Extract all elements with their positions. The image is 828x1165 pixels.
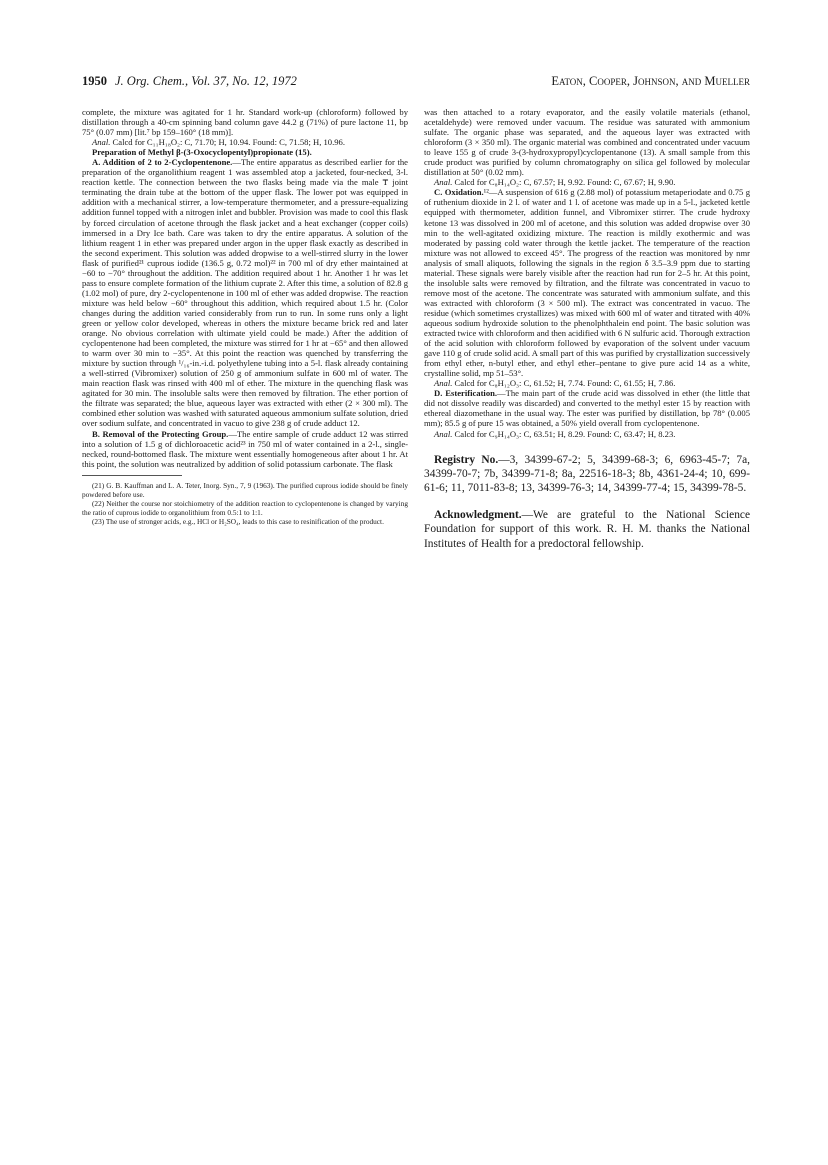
analysis-lactone [82,137,408,147]
analysis-text: Calcd for C₁₁H₁₈O₂: C, 71.70; H, 10.94. Found: C, 71.58; H, 10.96. [110,137,345,148]
header-left [82,74,297,89]
paragraph-evaporation: was then attached to a rotary evaporator, and the easily volatile materials (ethanol, acetaldehyde) were removed under vacuum. The residue was saturated with ammonium sulfate. The organic phase was separated, and the aqueous layer was extracted with chloroform (3 × 350 ml). The organic material was combined and concentrated under vacuum to leave 155 g of crude 3-(3-hydroxypropyl)cyclopentanone (13). A small sample from this crude product was purified by column chromatography on silica gel followed by molecular distillation at 50° (0.02 mm). [424,107,750,178]
footnotes [82,481,408,526]
acknowledgment [424,508,750,551]
analysis-text: Calcd for C₈H₁₄O₂: C, 67.57; H, 9.92. Found: C, 67.67; H, 9.90. [452,177,676,188]
analysis-label: Anal. [434,177,453,188]
registry-heading: Registry No. [434,453,499,466]
analysis-ester [424,429,750,439]
left-column [82,107,408,526]
section-b-text: —The entire sample of crude adduct 12 was stirred into a solution of 1.5 g of dichloroacetic acid²³ in 750 ml of water contained in a 2-l., single-necked, round-bottomed flask. The mixture went essentially homogeneous after about 1 hr. At this point, the solution was neutralized by addition of solid potassium carbonate. The flask [82,428,408,469]
section-b [82,429,408,469]
preparation-heading: Preparation of Methyl β-(3-Oxocyclopentyl)propionate (15). [92,147,312,158]
registry-numbers [424,453,750,496]
section-c-heading: C. Oxidation. [434,187,484,198]
acknowledgment-text: —We are grateful to the National Science Foundation for support of this work. R. H. M. thanks the National Institutes of Health for a predoctoral fellowship. [424,508,750,550]
section-a-heading: A. Addition of 2 to 2-Cyclopentenone. [92,157,233,168]
journal-citation: J. Org. Chem., Vol. 37, No. 12, 1972 [115,74,297,88]
analysis-hydroxy-ketone [424,177,750,187]
section-d-text: —The main part of the crude acid was dissolved in ether (the little that did not dissolve readily was discarded) and converted to the methyl ester 15 by reaction with ethereal diazomethane in the usual way. The ester was purified by distillation, bp 78° (0.005 mm); 85.5 g of pure 15 was obtained, a 50% yield overall from cyclopentenone. [424,388,750,429]
running-header [82,74,750,92]
acknowledgment-heading: Acknowledgment. [434,508,522,521]
section-a-text: —The entire apparatus as described earlier for the preparation of the organolithium reagent 1 was assembled atop a jacketed, four-necked, 3-l. reaction kettle. The connection between the two flasks being made via the male ₸ joint terminating the drain tube at the bottom of the upper flask. The lower pot was equipped in addition with a mechanical stirrer, a low-temperature thermometer, and a pressure-equalizing addition funnel topped with a nitrogen inlet and bubbler. Provision was made to cool this flask by forced circulation of acetone through the flask jacket and a heat exchanger (copper coils) immersed in a Dry Ice bath. Care was taken to dry the entire apparatus. A solution of the lithium reagent 1 in ether was prepared under argon in the upper flask exactly as described in the second experiment. This solution was added dropwise to a well-stirred slurry in the lower flask of purified²¹ cuprous iodide (136.5 g, 0.72 mol)²² in 700 ml of dry ether maintained at −60 to −70° throughout the addition. The addition required about 1 hr. Another 1 hr was let pass to ensure complete formation of the lithium cuprate 2. After this time, a solution of 82.8 g (1.02 mol) of pure, dry 2-cyclopentenone in 100 ml of ether was added dropwise. The reaction mixture was held below −60° throughout this addition, which required about 1.5 hr. (Color changes during the addition varied considerably from run to run. In some runs only a light green or yellow color developed, whereas in others the mixture became brick red and later orange. No obvious correlation with ultimate yield could be made.) After the addition of cyclopentenone had been completed, the mixture was stirred for 1 hr at −65° and then allowed to warm over 30 min to −35°. At this point the reaction was quenched by transferring the mixture by suction through ¹/₁₆-in.-i.d. polyethylene tubing into a 5-l. flask already containing a well-stirred (Vibromixer) solution of 250 g of ammonium sulfate in 600 ml of water. The main reaction flask was rinsed with 400 ml of ether. The mixture in the quenching flask was agitated for 30 min. The insoluble salts were then removed by filtration. The ether portion of the filtrate was separated; the blue, aqueous layer was extracted with ether (2 × 300 ml). The combined ether solution was washed with saturated aqueous ammonium sulfate solution, dried over sodium sulfate, and concentrated in vacuo to give 238 g of crude adduct 12. [82,157,409,429]
analysis-text: Calcd for C₈H₁₂O₃: C, 61.52; H, 7.74. Found: C, 61.55; H, 7.86. [452,378,676,389]
header-authors: Eaton, Cooper, Johnson, and Mueller [551,74,750,88]
section-c-text: ¹²—A suspension of 616 g (2.88 mol) of potassium metaperiodate and 0.75 g of ruthenium dioxide in 2 l. of water and 1 l. of acetone was made up in a 5-l., jacketed kettle equipped with thermometer, addition funnel, and Vibromixer stirrer. The crude hydroxy ketone 13 was dissolved in 200 ml of acetone, and this solution was added dropwise over 30 min to the well-agitated oxidizing mixture. The reaction is mildly exothermic and was moderated by passing cold water through the kettle jacket. The temperature of the reaction mixture was not allowed to exceed 45°. The progress of the reaction was monitored by nmr analysis of small aliquots, following the signals in the region δ 3.5–3.9 ppm due to starting material. These signals were barely visible after the reaction had run for 2–5 hr. At this point, the insoluble salts were removed by filtration, and the filtrate was concentrated in vacuo to remove most of the acetone. The concentrate was saturated with ammonium sulfate, and this was extracted with chloroform (3 × 500 ml). The extract was concentrated in vacuo. The residue (which sometimes crystallizes) was mixed with 600 ml of water and titrated with 40% aqueous sodium hydroxide solution to the phenolphthalein end point. The basic solution was extracted twice with chloroform and then acidified with 6 N sulfuric acid. Thorough extraction of the acid solution with chloroform followed by evaporation of the solvent under vacuum gave 110 g of crude solid acid. A small part of this was purified by crystallization successively from ethyl ether, n-butyl ether, and ethyl ether–pentane to give pure acid 14 as a white, crystalline solid, mp 51–53°. [424,187,750,379]
analysis-label: Anal. [434,378,453,389]
section-preparation-title [82,147,408,157]
section-d [424,388,750,428]
right-column [424,107,750,551]
footnote-23: (23) The use of stronger acids, e.g., HCl or H₂SO₄, leads to this case to resinification of the product. [92,516,384,526]
analysis-text: Calcd for C₉H₁₄O₃: C, 63.51; H, 8.29. Found: C, 63.47; H, 8.23. [452,428,676,439]
footnote-21: (21) G. B. Kauffman and L. A. Teter, Inorg. Syn., 7, 9 (1963). The purified cuprous iodide should be finely powdered before use. [82,480,408,499]
paragraph-lactone: complete, the mixture was agitated for 1 hr. Standard work-up (chloroform) followed by distillation through a 40-cm spinning band column gave 44.2 g (71%) of pure lactone 11, bp 75° (0.07 mm) [lit.⁷ bp 159–160° (18 mm)]. [82,107,408,138]
page-number: 1950 [82,74,107,88]
section-d-heading: D. Esterification. [434,388,498,399]
analysis-label: Anal. [92,137,111,148]
section-c [424,187,750,378]
section-b-heading: B. Removal of the Protecting Group. [92,428,229,439]
section-a [82,157,408,428]
footnote-22: (22) Neither the course nor stoichiometry of the addition reaction to cyclopentenone is changed by varying the ratio of cuprous iodide to organolithium from 0.5:1 to 1:1. [82,498,408,517]
analysis-label: Anal. [434,428,453,439]
registry-text: —3, 34399-67-2; 5, 34399-68-3; 6, 6963-45-7; 7a, 34399-70-7; 7b, 34399-71-8; 8a, 22516-18-3; 8b, 4361-24-4; 10, 699-61-6; 11, 7011-83-8; 13, 34399-76-3; 14, 34399-77-4; 15, 34399-78-5. [424,453,750,495]
analysis-acid [424,378,750,388]
